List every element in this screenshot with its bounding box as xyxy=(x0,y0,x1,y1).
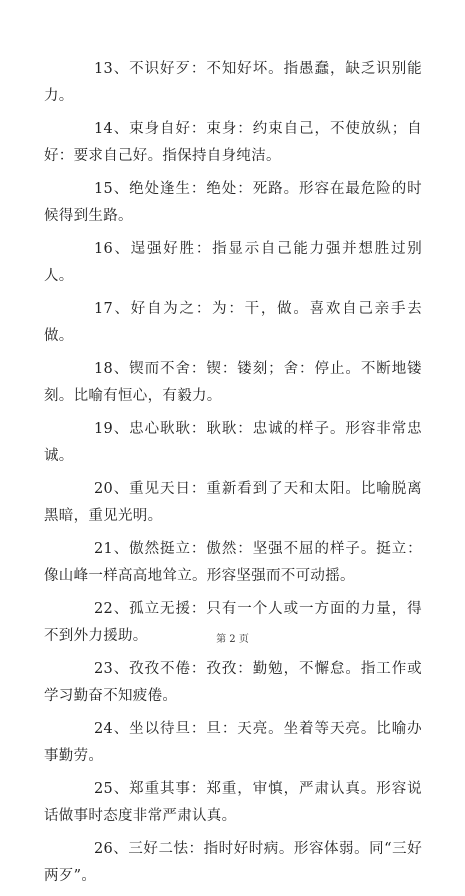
idiom-entry: 15、绝处逢生：绝处：死路。形容在最危险的时候得到生路。 xyxy=(44,181,422,224)
idiom-entry: 14、束身自好：束身：约束自己，不使放纵；自好：要求自己好。指保持自身纯洁。 xyxy=(44,121,422,164)
page-number: 第 2 页 xyxy=(216,634,249,645)
idiom-entry: 25、郑重其事：郑重，审慎，严肃认真。形容说话做事时态度非常严肃认真。 xyxy=(44,781,422,824)
idiom-entry: 24、坐以待旦：旦：天亮。坐着等天亮。比喻办事勤劳。 xyxy=(44,721,422,764)
idiom-entry: 26、三好二怯：指时好时病。形容体弱。同“三好两歹”。 xyxy=(44,841,422,884)
idiom-entry: 18、锲而不舍：锲：镂刻；舍：停止。不断地镂刻。比喻有恒心，有毅力。 xyxy=(44,361,422,404)
idiom-entry: 17、好自为之：为：干，做。喜欢自己亲手去做。 xyxy=(44,301,422,344)
idiom-entry: 22、孤立无援：只有一个人或一方面的力量，得不到外力援助。 xyxy=(44,601,422,644)
idiom-entry: 21、傲然挺立：傲然：坚强不屈的样子。挺立：像山峰一样高高地耸立。形容坚强而不可动摇。 xyxy=(44,541,422,584)
idiom-entry: 20、重见天日：重新看到了天和太阳。比喻脱离黑暗，重见光明。 xyxy=(44,481,422,524)
idiom-entry: 23、孜孜不倦：孜孜：勤勉，不懈怠。指工作或学习勤奋不知疲倦。 xyxy=(44,661,422,704)
idiom-entry: 16、逞强好胜：指显示自己能力强并想胜过别人。 xyxy=(44,241,422,284)
idiom-list xyxy=(44,56,422,896)
idiom-entry: 13、不识好歹：不知好坏。指愚蠢，缺乏识别能力。 xyxy=(44,61,422,104)
idiom-entry: 19、忠心耿耿：耿耿：忠诚的样子。形容非常忠诚。 xyxy=(44,421,422,464)
